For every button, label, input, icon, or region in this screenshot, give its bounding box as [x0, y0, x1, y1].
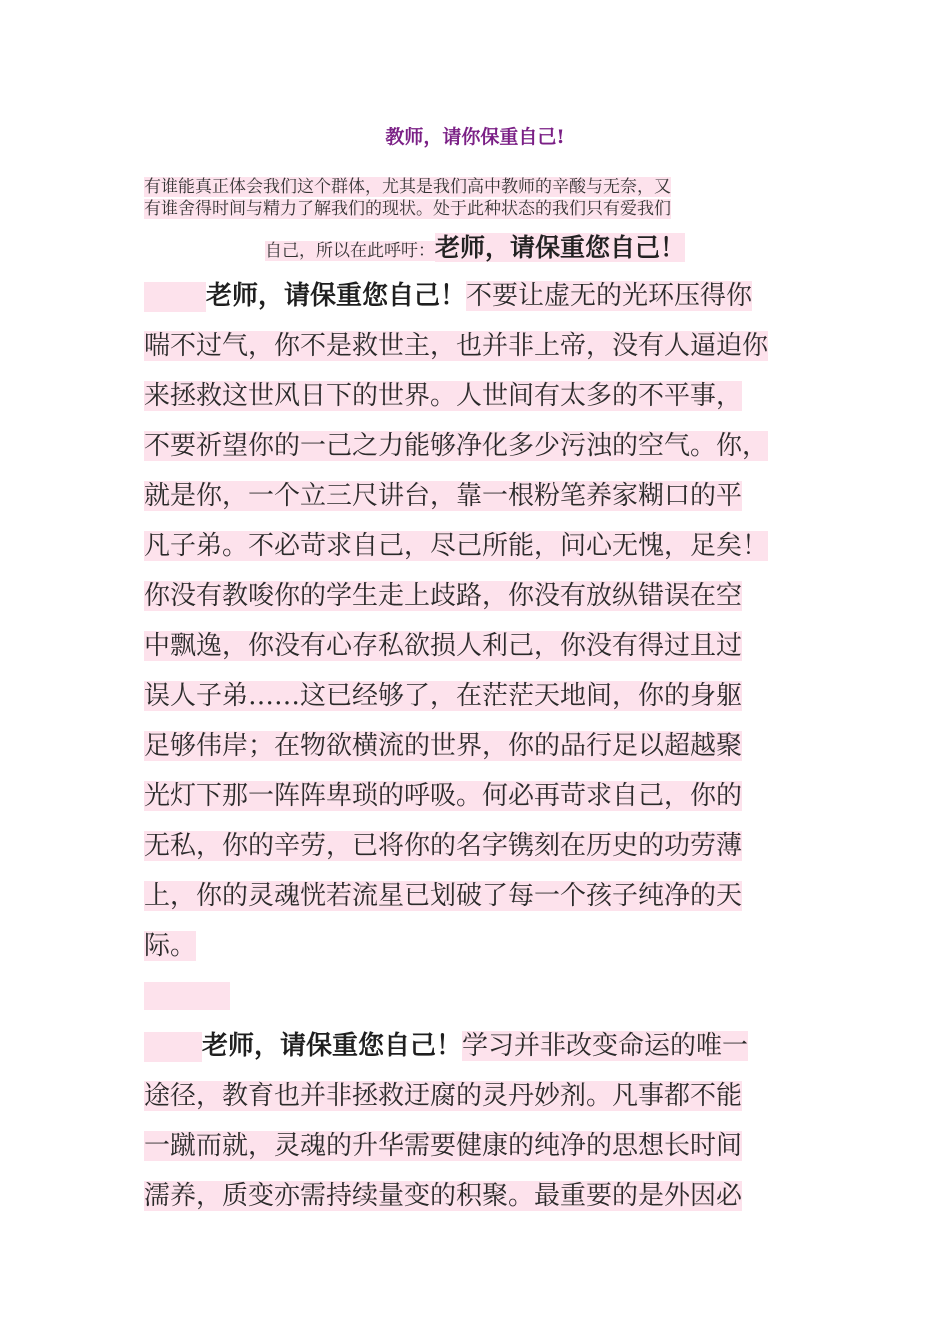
intro-paragraph	[144, 176, 814, 220]
paragraph-1-line: 足够伟岸；在物欲横流的世界，你的品行足以超越聚	[144, 731, 743, 761]
paragraph-1-line: 就是你，一个立三尺讲台，靠一根粉笔养家糊口的平	[144, 481, 743, 511]
paragraph-1-line: 喘不过气，你不是救世主，也并非上帝，没有人逼迫你	[144, 331, 769, 361]
paragraph-2-line: 濡养，质变亦需持续量变的积聚。最重要的是外因必	[144, 1181, 743, 1211]
paragraph-1-line: 无私，你的辛劳，已将你的名字镌刻在历史的功劳薄	[144, 831, 743, 861]
paragraph-1-line: 上，你的灵魂恍若流星已划破了每一个孩子纯净的天	[144, 881, 743, 911]
intro-line-3-text: 自己，所以在此呼吁：	[264, 241, 435, 261]
paragraph-2-line: 途径，教育也并非拯救迂腐的灵丹妙剂。凡事都不能	[144, 1081, 743, 1111]
paragraph-2-first-text: 学习并非改变命运的唯一	[462, 1031, 749, 1061]
indent-space	[144, 282, 206, 312]
paragraph-1-line: 中飘逸，你没有心存私欲损人利己，你没有得过且过	[144, 631, 743, 661]
paragraph-1-lead: 老师，请保重您自己！	[206, 281, 467, 311]
paragraph-1-line: 凡子弟。不必苛求自己，尽己所能，问心无愧，足矣！	[144, 531, 769, 561]
intro-appeal-heading: 老师，请保重您自己！	[434, 233, 685, 262]
paragraph-1-line: 光灯下那一阵阵卑琐的呼吸。何必再苛求自己，你的	[144, 781, 743, 811]
paragraph-2-lead: 老师，请保重您自己！	[202, 1031, 463, 1061]
intro-line-1: 有谁能真正体会我们这个群体，尤其是我们高中教师的辛酸与无奈，又	[144, 177, 671, 197]
paragraph-2-line	[144, 1028, 748, 1064]
paragraph-1-line: 不要祈望你的一己之力能够净化多少污浊的空气。你，	[144, 431, 769, 461]
intro-line-3	[0, 230, 950, 269]
paragraph-1-first-text: 不要让虚无的光环压得你	[466, 281, 753, 311]
document-title: 教师，请你保重自己!	[385, 126, 565, 148]
empty-highlighted-line	[144, 982, 230, 1010]
intro-line-2: 有谁舍得时间与精力了解我们的现状。处于此种状态的我们只有爱我们	[144, 199, 671, 219]
paragraph-1-line: 你没有教唆你的学生走上歧路，你没有放纵错误在空	[144, 581, 743, 611]
paragraph-2-line: 一蹴而就，灵魂的升华需要健康的纯净的思想长时间	[144, 1131, 743, 1161]
paragraph-1-line: 来拯救这世风日下的世界。人世间有太多的不平事，	[144, 381, 743, 411]
paragraph-1-line: 误人子弟……这已经够了，在茫茫天地间，你的身躯	[144, 681, 743, 711]
indent-space	[144, 1032, 202, 1062]
paragraph-1-line: 际。	[144, 931, 197, 961]
paragraph-1-line	[144, 278, 752, 314]
